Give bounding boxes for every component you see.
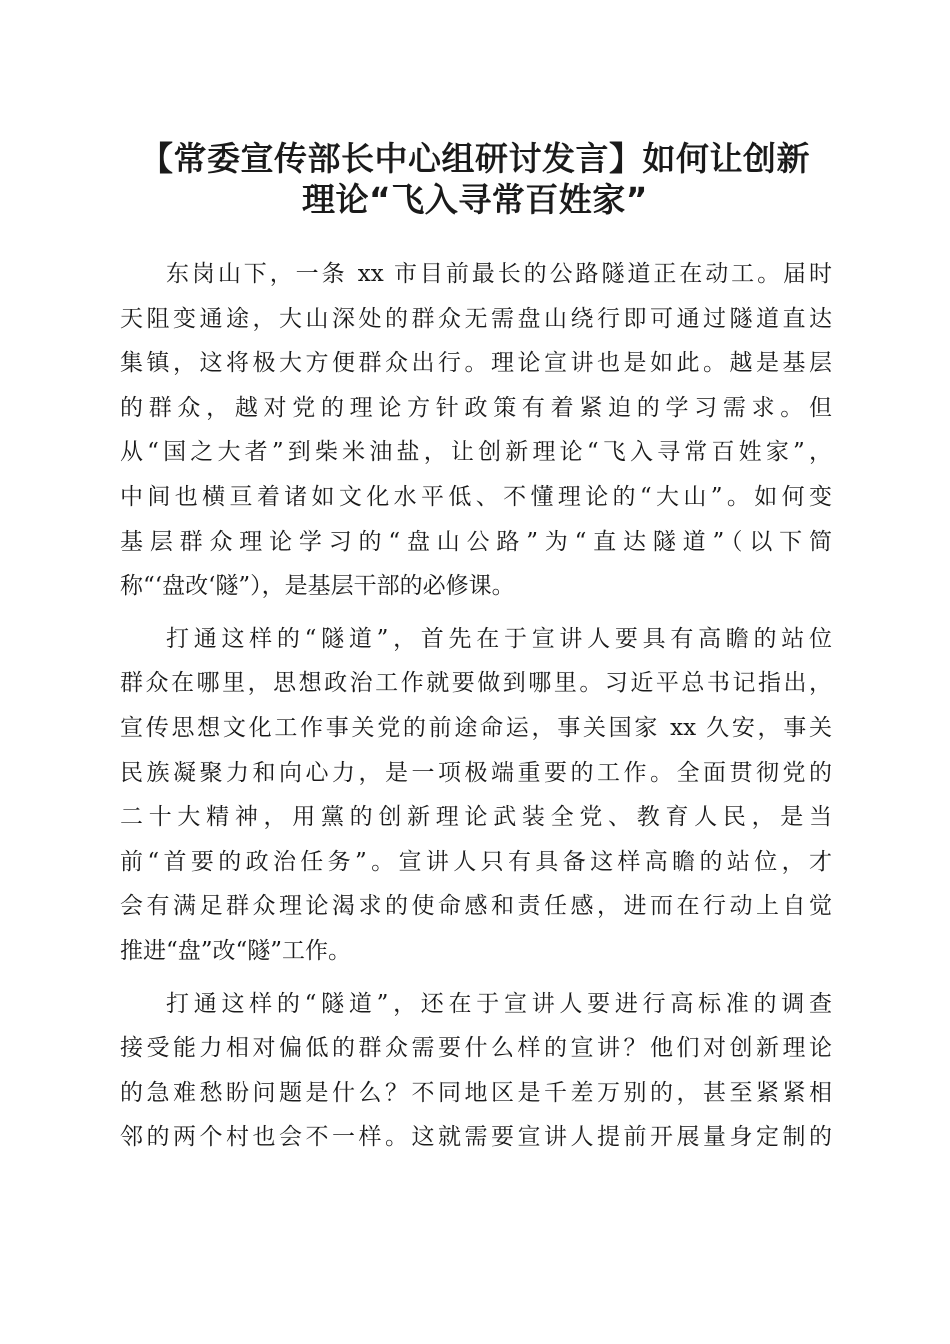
text-line: 会有满足群众理论渴求的使命感和责任感，进而在行动上自觉: [120, 893, 832, 920]
text-line: 打通这样的“隧道”，首先在于宣讲人要具有高瞻的站位: [166, 625, 832, 652]
paragraph: [120, 617, 832, 974]
title-line: 【常委宣传部长中心组研讨发言】如何让创新: [140, 139, 810, 178]
text-line: 二十大精神，用黨的创新理论武装全党、教育人民，是当: [120, 804, 832, 831]
text-line: 接受能力相对偏低的群众需要什么样的宣讲？他们对创新理论: [120, 1035, 832, 1062]
paragraph: [120, 252, 832, 609]
text-line: 的群众，越对党的理论方针政策有着紧迫的学习需求。但: [120, 394, 832, 421]
text-line: 打通这样的“隧道”，还在于宣讲人要进行高标准的调查: [166, 990, 832, 1017]
text-line: 前“首要的政治任务”。宣讲人只有具备这样高瞻的站位，才: [120, 848, 832, 875]
text-line: 宣传思想文化工作事关党的前途命运，事关国家 xx 久安，事关: [120, 714, 832, 741]
text-line: 天阻变通途，大山深处的群众无需盘山绕行即可通过隧道直达: [120, 305, 832, 332]
title-line: 理论“飞入寻常百姓家”: [302, 180, 648, 219]
text-line: 的急难愁盼问题是什么？不同地区是千差万别的，甚至紧紧相: [120, 1079, 832, 1106]
document-body: [120, 252, 832, 1160]
text-line: 从“国之大者”到柴米油盐，让创新理论“飞入寻常百姓家”，: [120, 439, 832, 466]
text-line: 集镇，这将极大方便群众出行。理论宣讲也是如此。越是基层: [120, 350, 832, 377]
paragraph: [120, 982, 832, 1160]
text-line: 邻的两个村也会不一样。这就需要宣讲人提前开展量身定制的: [120, 1124, 832, 1151]
text-line: 基层群众理论学习的“盘山公路”为“直达隧道”（以下简: [120, 528, 832, 555]
text-line: 群众在哪里，思想政治工作就要做到哪里。习近平总书记指出，: [120, 670, 832, 697]
text-line: 中间也横亘着诸如文化水平低、不懂理论的“大山”。如何变: [120, 483, 832, 510]
text-line: 推进“盘”改“隧”工作。: [120, 937, 352, 964]
text-line: 民族凝聚力和向心力，是一项极端重要的工作。全面贯彻党的: [120, 759, 832, 786]
text-line: 东岗山下，一条 xx 市目前最长的公路隧道正在动工。届时: [166, 261, 832, 287]
document-title: [100, 138, 850, 220]
text-line: 称“‘盘改‘隧”），是基层干部的必修课。: [120, 573, 515, 600]
